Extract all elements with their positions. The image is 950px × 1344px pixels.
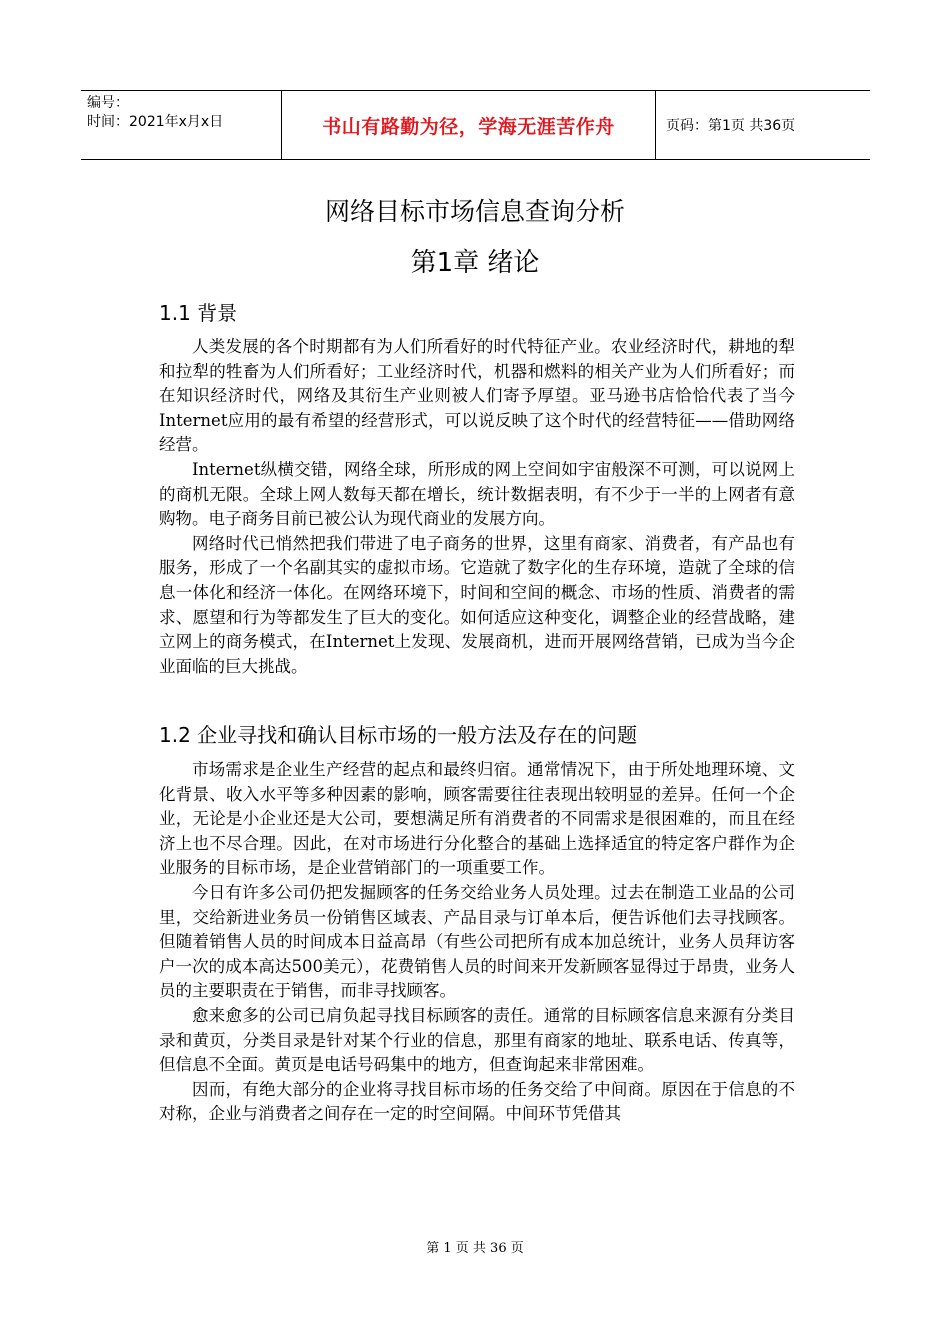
document-header	[81, 90, 870, 160]
paragraph: 愈来愈多的公司已肩负起寻找目标顾客的责任。通常的目标顾客信息来源有分类目录和黄页，分类目录是针对某个行业的信息，那里有商家的地址、联系电话、传真等，但信息不全面。黄页是电话号码集中的地方，但查询起来非常困难。	[159, 1005, 795, 1075]
header-motto: 书山有路勤为径，学海无涯苦作舟	[282, 91, 656, 159]
date-label: 时间：2021年x月x日	[87, 114, 224, 130]
paragraph: 今日有许多公司仍把发掘顾客的任务交给业务人员处理。过去在制造工业品的公司里，交给新进业务员一份销售区域表、产品目录与订单本后，便告诉他们去寻找顾客。但随着销售人员的时间成本日益高昂（有些公司把所有成本加总统计，业务人员拜访客户一次的成本高达500美元），花费销售人员的时间来开发新顾客显得过于昂贵，业务人员的主要职责在于销售，而非寻找顾客。	[159, 882, 795, 1001]
paragraph: 人类发展的各个时期都有为人们所看好的时代特征产业。农业经济时代，耕地的犁和拉犁的牲畜为人们所看好；工业经济时代，机器和燃料的相关产业为人们所看好；而在知识经济时代，网络及其衍生产业则被人们寄予厚望。亚马逊书店恰恰代表了当今Internet应用的最有希望的经营形式，可以说反映了这个时代的经营特征——借助网络经营。	[159, 337, 795, 455]
paragraph: Internet纵横交错，网络全球，所形成的网上空间如宇宙般深不可测，可以说网上的商机无限。全球上网人数每天都在增长，统计数据表明，有不少于一半的上网者有意购物。电子商务目前已被公认为现代商业的发展方向。	[159, 459, 795, 529]
section-heading-1-2: 1.2 企业寻找和确认目标市场的一般方法及存在的问题	[159, 723, 638, 747]
number-label: 编号：	[87, 95, 129, 111]
section-heading-1-1: 1.1 背景	[159, 301, 238, 325]
page-footer: 第 1 页 共 36 页	[426, 1241, 524, 1256]
section-body-1-1	[159, 335, 795, 679]
document-title: 网络目标市场信息查询分析	[324, 197, 625, 226]
paragraph: 市场需求是企业生产经营的起点和最终归宿。通常情况下，由于所处地理环境、文化背景、收入水平等多种因素的影响，顾客需要往往表现出较明显的差异。任何一个企业，无论是小企业还是大公司，要想满足所有消费者的不同需求是很困难的，而且在经济上也不尽合理。因此，在对市场进行分化整合的基础上选择适宜的特定客户群作为企业服务的目标市场，是企业营销部门的一项重要工作。	[159, 760, 795, 878]
header-page-info: 页码：第1页 共36页	[666, 118, 796, 134]
chapter-title: 第1章 绪论	[410, 248, 540, 278]
paragraph: 网络时代已悄然把我们带进了电子商务的世界，这里有商家、消费者，有产品也有服务，形成了一个名副其实的虚拟市场。它造就了数字化的生存环境，造就了全球的信息一体化和经济一体化。在网络环境下，时间和空间的概念、市场的性质、消费者的需求、愿望和行为等都发生了巨大的变化。如何适应这种变化，调整企业的经营战略，建立网上的商务模式，在Internet上发现、发展商机，进而开展网络营销，已成为当今企业面临的巨大挑战。	[159, 533, 795, 676]
header-meta	[81, 91, 282, 159]
paragraph: 因而，有绝大部分的企业将寻找目标市场的任务交给了中间商。原因在于信息的不对称，企业与消费者之间存在一定的时空间隔。中间环节凭借其	[159, 1079, 795, 1124]
section-body-1-2	[159, 758, 795, 1127]
